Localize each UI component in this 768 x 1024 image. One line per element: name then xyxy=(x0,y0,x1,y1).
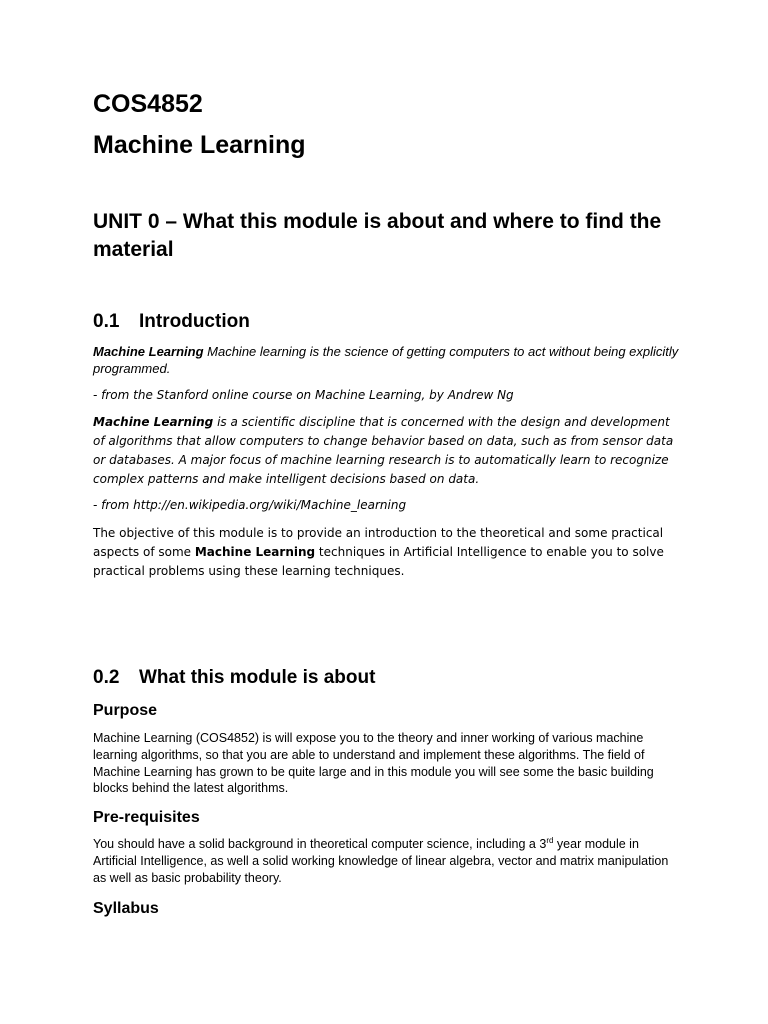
section-heading-introduction xyxy=(93,310,250,334)
objective-paragraph xyxy=(93,524,683,581)
unit-title: UNIT 0 – What this module is about and where to find the material xyxy=(93,210,662,261)
quote-text: is a scientific discipline that is concerned with the design and development of algorithms that allow computers to change behavior based on data, such as from sensor data or databases. A major focus of machine learning research is to automatically learn to recognize complex patterns and make intelligent decisions based on data. xyxy=(93,415,674,486)
syllabus-heading: Syllabus xyxy=(93,900,159,917)
ordinal-suffix: rd xyxy=(546,835,554,845)
objective-text-start: The objective of this module is to provide an introduction to the theoretical and some practical aspects of some xyxy=(93,526,664,559)
purpose-paragraph: Machine Learning (COS4852) is will expose you to the theory and inner working of various machine learning algorithms, so that you are able to understand and implement these algorithms. The field of Machine Learning has grown to be quite large and in this module you will see some the basic building blocks behind the latest algorithms. xyxy=(93,731,654,796)
prereq-text-start: You should have a solid background in theoretical computer science, including a 3 xyxy=(93,837,547,851)
quote-stanford xyxy=(93,343,683,377)
prerequisites-paragraph xyxy=(93,836,683,886)
section-number: 0.2 xyxy=(93,667,120,688)
purpose-heading: Purpose xyxy=(93,702,158,719)
prereq-text-end: year module in Artificial Intelligence, as well a solid working knowledge of linear algebra, vector and matrix manipulation as well as basic probability theory. xyxy=(93,837,669,885)
objective-term: Machine Learning xyxy=(194,545,316,559)
prerequisites-heading: Pre-requisites xyxy=(93,809,200,826)
section-heading-about xyxy=(93,666,375,690)
quote-source-stanford: - from the Stanford online course on Machine Learning, by Andrew Ng xyxy=(93,388,514,402)
quote-term: Machine Learning xyxy=(93,415,214,429)
course-code: COS4852 xyxy=(93,90,203,118)
quote-term: Machine Learning xyxy=(93,344,204,359)
section-title: Introduction xyxy=(139,311,250,332)
quote-wikipedia xyxy=(93,413,683,489)
quote-text: Machine learning is the science of getting computers to act without being explicitly programmed. xyxy=(93,344,679,376)
section-title: What this module is about xyxy=(139,667,376,688)
section-number: 0.1 xyxy=(93,311,120,332)
quote-source-wikipedia: - from http://en.wikipedia.org/wiki/Machine_learning xyxy=(93,498,407,512)
objective-text-end: techniques in Artificial Intelligence to enable you to solve practical problems using these learning techniques. xyxy=(93,545,664,578)
course-name: Machine Learning xyxy=(93,131,306,159)
